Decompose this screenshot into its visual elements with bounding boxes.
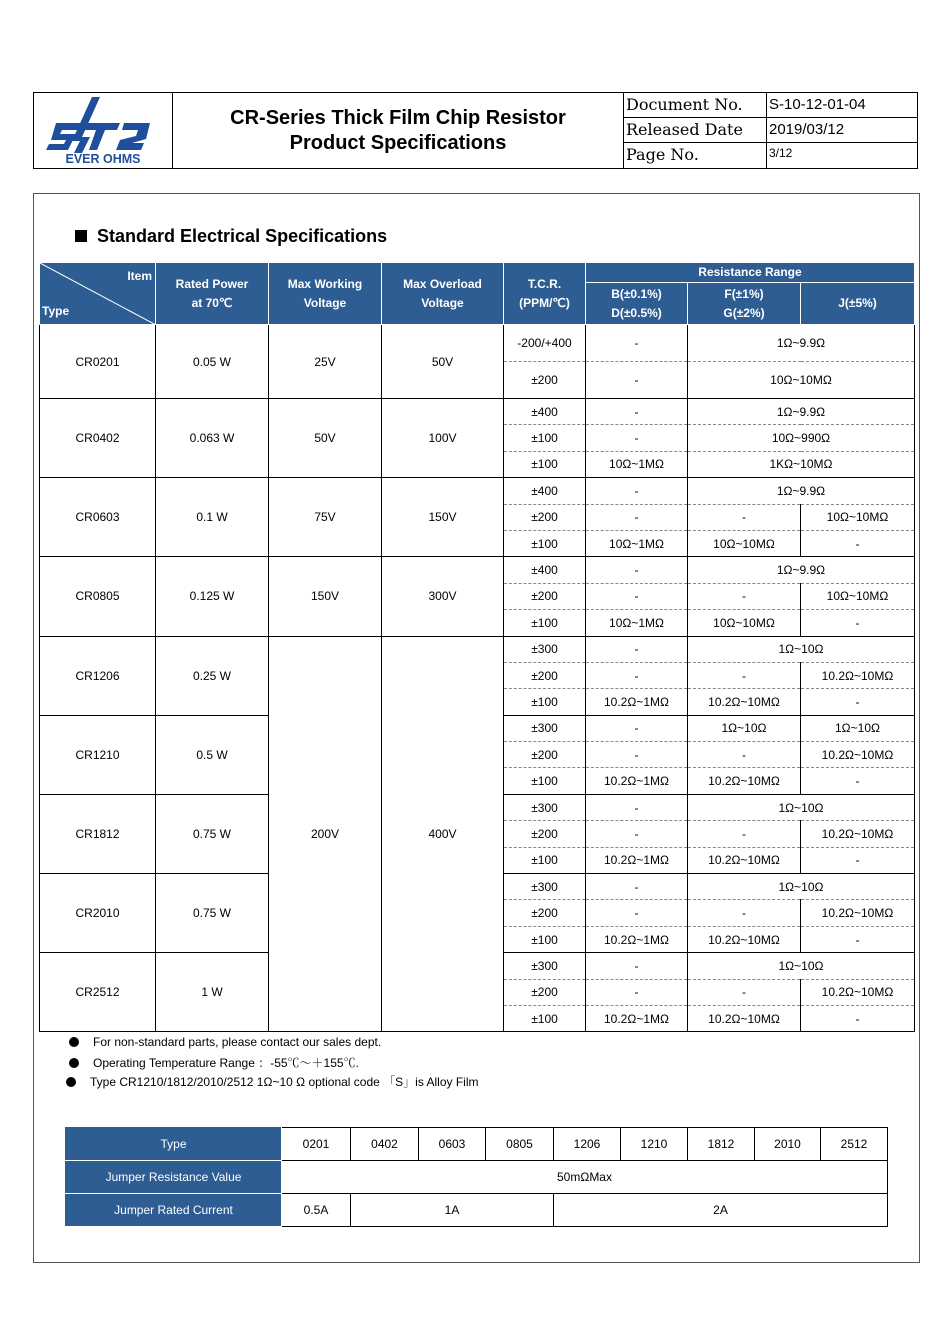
tolerance-b-cell: - [586,979,688,1005]
jumper-resistance-label: Jumper Resistance Value [66,1161,282,1194]
jumper-size-cell: 2512 [821,1128,888,1161]
tolerance-j-cell: 10.2Ω~10MΩ [801,742,915,768]
tolerance-j-cell: 10.2Ω~10MΩ [801,821,915,847]
logo-text: EVER OHMS [65,152,141,166]
tolerance-f-cell: 10Ω~10MΩ [688,530,801,556]
spec-row [40,478,915,504]
jumper-size-cell: 2010 [755,1128,821,1161]
jumper-size-cell: 1210 [621,1128,688,1161]
tcr-cell: ±200 [504,504,586,530]
max-overload-cell: 100V [382,399,504,478]
jumper-size-cell: 0402 [351,1128,419,1161]
rated-power-cell: 0.125 W [156,557,269,636]
bullet-icon [66,1077,76,1087]
tolerance-f-cell: 10.2Ω~10MΩ [688,689,801,715]
tcr-cell: ±300 [504,874,586,900]
tolerance-j-cell: - [801,610,915,636]
document-title [173,93,624,168]
document-header [33,92,918,169]
tolerance-j-cell: - [801,530,915,556]
spec-table-head [40,263,915,325]
tcr-cell: ±400 [504,399,586,425]
page-value: 3/12 [769,146,793,160]
tolerance-b-cell: - [586,425,688,451]
jumper-resistance-value: 50mΩMax [282,1161,888,1194]
tcr-cell: ±300 [504,715,586,741]
tcr-cell: ±300 [504,953,586,979]
tolerance-f-cell: - [688,504,801,530]
spec-row [40,399,915,425]
tolerance-b-cell: - [586,362,688,399]
type-cell: CR0603 [40,478,156,557]
tcr-cell: ±100 [504,1005,586,1031]
tcr-cell: ±100 [504,768,586,794]
meta-row-released [624,118,918,143]
tolerance-j-cell: 1Ω~10Ω [801,715,915,741]
tolerance-b-cell: 10.2Ω~1MΩ [586,1005,688,1031]
bullet-icon [69,1058,79,1068]
tcr-cell: ±200 [504,979,586,1005]
tolerance-b-cell: - [586,900,688,926]
rated-power-cell: 1 W [156,953,269,1032]
tolerance-f-cell: 10Ω~10MΩ [688,610,801,636]
tcr-cell: ±200 [504,662,586,688]
max-overload-header: Max Overload Voltage [382,263,504,325]
tolerance-f-header: F(±1%) G(±2%) [688,283,801,325]
max-working-cell: 25V [269,325,382,399]
tolerance-b-cell: 10.2Ω~1MΩ [586,689,688,715]
tolerance-b-cell: 10Ω~1MΩ [586,530,688,556]
tolerance-b-header: B(±0.1%) D(±0.5%) [586,283,688,325]
note-item: Type CR1210/1812/2010/2512 1Ω~10 Ω optional code 「S」is Alloy Film [66,1073,479,1090]
jumper-size-cell: 1812 [688,1128,755,1161]
jumper-size-cell: 0201 [282,1128,351,1161]
rated-power-cell: 0.75 W [156,794,269,873]
rated-power-cell: 0.25 W [156,636,269,715]
item-type-header [40,263,156,325]
tcr-cell: ±100 [504,926,586,952]
tcr-cell: ±100 [504,425,586,451]
rated-power-cell: 0.5 W [156,715,269,794]
item-header: Item [127,269,152,283]
max-overload-cell: 300V [382,557,504,636]
tolerance-f-cell: - [688,979,801,1005]
tolerance-f-cell: 10.2Ω~10MΩ [688,847,801,873]
tcr-cell: ±300 [504,636,586,662]
tolerance-j-cell: - [801,768,915,794]
tcr-cell: ±100 [504,689,586,715]
tolerance-b-cell: - [586,953,688,979]
note-item: Operating Temperature Range ：-55℃～＋155℃. [69,1054,359,1071]
spec-row [40,557,915,583]
max-working-cell: 75V [269,478,382,557]
tolerance-fj-cell: 1Ω~9.9Ω [688,557,915,583]
tolerance-fj-cell: 10Ω~10MΩ [688,362,915,399]
document-meta [624,93,918,168]
tolerance-j-cell: 10.2Ω~10MΩ [801,979,915,1005]
square-bullet-icon [75,230,87,242]
max-working-header: Max Working Voltage [269,263,382,325]
tcr-cell: ±300 [504,794,586,820]
tolerance-fj-cell: 1Ω~10Ω [688,794,915,820]
note-item: For non-standard parts, please contact our sales dept. [69,1035,381,1049]
electrical-spec-table [39,262,915,1032]
tolerance-j-cell: - [801,1005,915,1031]
tolerance-b-cell: - [586,504,688,530]
tolerance-b-cell: - [586,794,688,820]
tolerance-f-cell: - [688,821,801,847]
spec-table-body [40,325,915,1032]
type-cell: CR2512 [40,953,156,1032]
tolerance-f-cell: - [688,662,801,688]
jumper-current-1a: 1A [351,1194,554,1227]
type-cell: CR0402 [40,399,156,478]
tcr-cell: ±200 [504,821,586,847]
type-cell: CR1812 [40,794,156,873]
tolerance-b-cell: - [586,874,688,900]
tolerance-f-cell: 1Ω~10Ω [688,715,801,741]
spec-row [40,325,915,362]
type-cell: CR0805 [40,557,156,636]
tolerance-fj-cell: 1Ω~10Ω [688,636,915,662]
tolerance-b-cell: 10Ω~1MΩ [586,610,688,636]
bullet-icon [69,1037,79,1047]
tolerance-b-cell: - [586,742,688,768]
tolerance-b-cell: - [586,399,688,425]
title-line-1: CR-Series Thick Film Chip Resistor [230,106,566,129]
tolerance-j-cell: 10Ω~10MΩ [801,583,915,609]
tolerance-fj-cell: 1Ω~9.9Ω [688,325,915,362]
tolerance-j-cell: 10Ω~10MΩ [801,504,915,530]
max-working-cell: 150V [269,557,382,636]
jumper-type-row [66,1128,888,1161]
rated-power-cell: 0.75 W [156,874,269,953]
jumper-current-label: Jumper Rated Current [66,1194,282,1227]
tolerance-fj-cell: 1Ω~10Ω [688,953,915,979]
type-cell: CR1210 [40,715,156,794]
tolerance-f-cell: 10.2Ω~10MΩ [688,1005,801,1031]
tolerance-fj-cell: 1Ω~9.9Ω [688,399,915,425]
ever-ohms-logo-icon [34,93,173,168]
company-logo [34,93,173,168]
tcr-cell: ±100 [504,610,586,636]
released-label: Released Date [624,118,767,142]
type-header: Type [42,304,70,318]
tcr-cell: ±400 [504,557,586,583]
tolerance-fj-cell: 10Ω~990Ω [688,425,915,451]
tolerance-f-cell: 10.2Ω~10MΩ [688,768,801,794]
jumper-size-cell: 0603 [419,1128,486,1161]
jumper-type-label: Type [66,1128,282,1161]
tolerance-j-cell: - [801,926,915,952]
doc-no-value: S-10-12-01-04 [769,96,866,113]
spec-row [40,636,915,662]
type-cell: CR2010 [40,874,156,953]
tolerance-f-cell: - [688,900,801,926]
type-cell: CR0201 [40,325,156,399]
resistance-range-header: Resistance Range [586,263,915,283]
rated-power-cell: 0.063 W [156,399,269,478]
jumper-current-row [66,1194,888,1227]
tolerance-b-cell: - [586,636,688,662]
tcr-cell: ±100 [504,530,586,556]
tolerance-fj-cell: 1Ω~10Ω [688,874,915,900]
tolerance-b-cell: - [586,583,688,609]
doc-no-label: Document No. [624,93,767,117]
tolerance-b-cell: - [586,662,688,688]
tolerance-b-cell: - [586,557,688,583]
tolerance-b-cell: - [586,478,688,504]
rated-power-cell: 0.1 W [156,478,269,557]
tcr-cell: ±200 [504,742,586,768]
type-cell: CR1206 [40,636,156,715]
tolerance-fj-cell: 1KΩ~10MΩ [688,451,915,477]
rated-power-cell: 0.05 W [156,325,269,399]
tcr-header: T.C.R. (PPM/℃) [504,263,586,325]
title-line-2: Product Specifications [289,131,507,154]
max-working-cell: 200V [269,636,382,1032]
tcr-cell: ±400 [504,478,586,504]
jumper-size-cell: 1206 [554,1128,621,1161]
released-value: 2019/03/12 [769,121,845,138]
tolerance-b-cell: - [586,325,688,362]
jumper-current-0201: 0.5A [282,1194,351,1227]
max-overload-cell: 400V [382,636,504,1032]
meta-row-document-no [624,93,918,118]
tcr-cell: ±200 [504,583,586,609]
tolerance-f-cell: - [688,742,801,768]
tolerance-j-cell: - [801,847,915,873]
jumper-current-2a: 2A [554,1194,888,1227]
tcr-cell: ±200 [504,900,586,926]
tolerance-b-cell: 10.2Ω~1MΩ [586,768,688,794]
max-overload-cell: 150V [382,478,504,557]
jumper-size-cell: 0805 [486,1128,554,1161]
tcr-cell: -200/+400 [504,325,586,362]
tolerance-b-cell: 10.2Ω~1MΩ [586,926,688,952]
jumper-table [65,1127,888,1227]
rated-power-header: Rated Power at 70℃ [156,263,269,325]
tolerance-j-cell: 10.2Ω~10MΩ [801,662,915,688]
section-title: Standard Electrical Specifications [75,226,387,247]
jumper-resistance-row [66,1161,888,1194]
tolerance-fj-cell: 1Ω~9.9Ω [688,478,915,504]
tolerance-j-cell: 10.2Ω~10MΩ [801,900,915,926]
meta-row-page [624,143,918,168]
tolerance-b-cell: - [586,821,688,847]
tolerance-b-cell: - [586,715,688,741]
tcr-cell: ±100 [504,451,586,477]
tolerance-j-cell: - [801,689,915,715]
tolerance-j-header: J(±5%) [801,283,915,325]
page-label: Page No. [624,143,767,168]
tolerance-f-cell: - [688,583,801,609]
tolerance-b-cell: 10.2Ω~1MΩ [586,847,688,873]
max-working-cell: 50V [269,399,382,478]
tcr-cell: ±100 [504,847,586,873]
tolerance-f-cell: 10.2Ω~10MΩ [688,926,801,952]
max-overload-cell: 50V [382,325,504,399]
tcr-cell: ±200 [504,362,586,399]
tolerance-b-cell: 10Ω~1MΩ [586,451,688,477]
